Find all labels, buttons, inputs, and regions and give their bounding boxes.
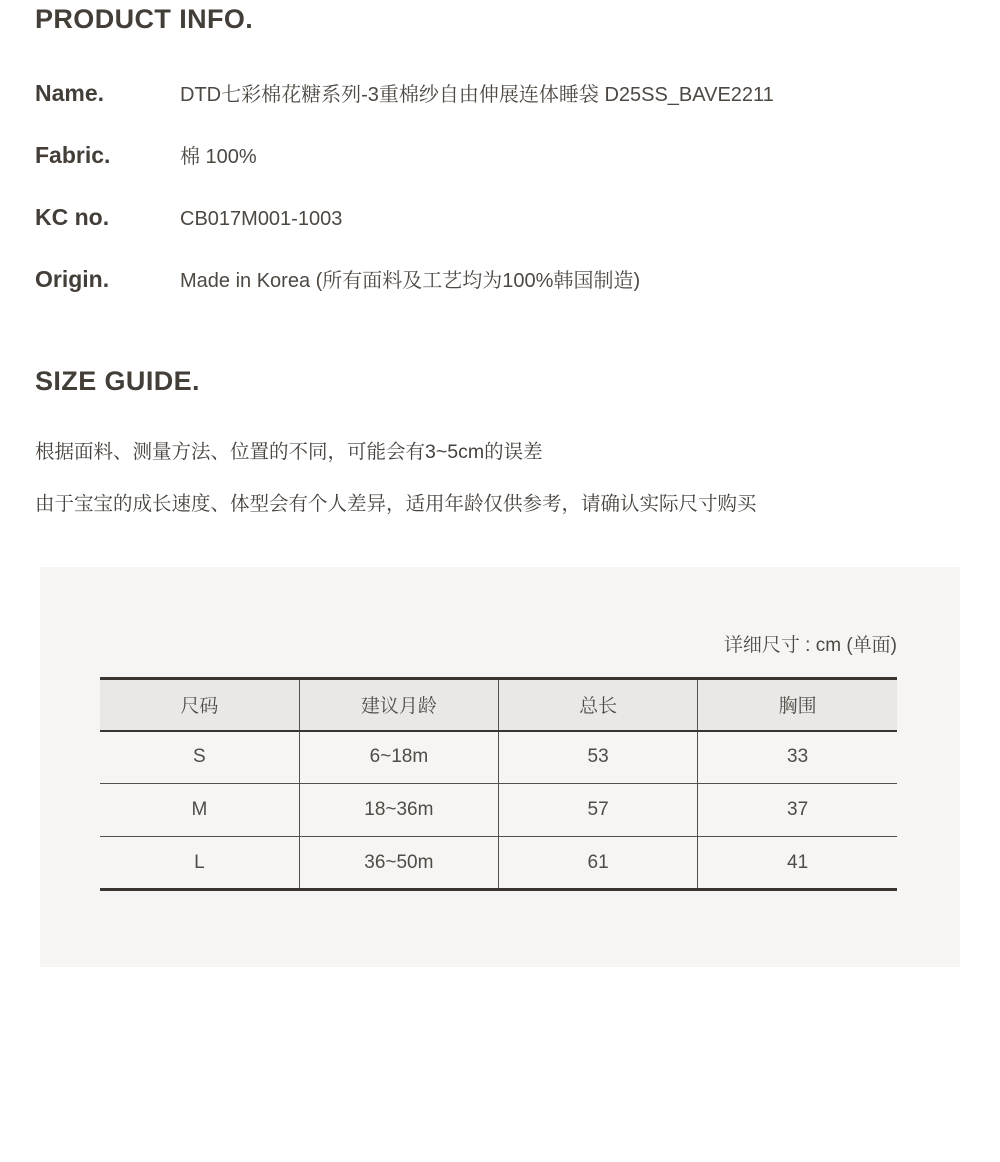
cell-length-m: 57 bbox=[499, 784, 698, 837]
col-header-size: 尺码 bbox=[100, 679, 299, 731]
field-label-name: Name. bbox=[35, 80, 105, 106]
product-info-title: PRODUCT INFO. bbox=[35, 4, 254, 34]
cell-age-l: 36~50m bbox=[299, 837, 498, 890]
table-row-l bbox=[100, 837, 897, 890]
table-row-s bbox=[100, 731, 897, 784]
size-table-panel bbox=[40, 567, 960, 967]
field-value-fabric: 棉 100% bbox=[180, 146, 257, 168]
size-table bbox=[100, 677, 897, 891]
col-header-age: 建议月龄 bbox=[299, 679, 498, 731]
field-value-name: DTD七彩棉花糖系列-3重棉纱自由伸展连体睡袋 D25SS_BAVE2211 bbox=[180, 84, 774, 106]
field-row-fabric bbox=[35, 142, 1000, 171]
cell-age-s: 6~18m bbox=[299, 731, 498, 784]
field-row-name bbox=[35, 80, 1000, 109]
size-guide-note-2: 由于宝宝的成长速度、体型会有个人差异，适用年龄仅供参考，请确认实际尺寸购买 bbox=[35, 493, 757, 515]
size-guide-note-1: 根据面料、测量方法、位置的不同，可能会有3~5cm的误差 bbox=[35, 441, 543, 463]
col-header-chest: 胸围 bbox=[698, 679, 897, 731]
cell-chest-s: 33 bbox=[698, 731, 897, 784]
size-table-header-row bbox=[100, 679, 897, 731]
col-header-length: 总长 bbox=[499, 679, 698, 731]
cell-length-s: 53 bbox=[499, 731, 698, 784]
cell-chest-m: 37 bbox=[698, 784, 897, 837]
product-info-section bbox=[0, 0, 1000, 295]
cell-length-l: 61 bbox=[499, 837, 698, 890]
field-row-origin bbox=[35, 266, 1000, 295]
size-guide-section bbox=[0, 366, 1000, 967]
cell-chest-l: 41 bbox=[698, 837, 897, 890]
cell-size-s: S bbox=[193, 746, 206, 768]
unit-note: 详细尺寸 : cm (单面) bbox=[723, 635, 897, 656]
field-label-fabric: Fabric. bbox=[35, 142, 111, 168]
field-label-origin: Origin. bbox=[35, 266, 110, 292]
cell-size-m: M bbox=[100, 784, 299, 837]
cell-age-m: 18~36m bbox=[299, 784, 498, 837]
field-value-kc-no: CB017M001-1003 bbox=[180, 208, 343, 230]
field-row-kc-no bbox=[35, 204, 1000, 233]
cell-size-l: L bbox=[100, 837, 299, 890]
table-row-m bbox=[100, 784, 897, 837]
field-value-origin: Made in Korea (所有面料及工艺均为100%韩国制造) bbox=[180, 270, 641, 292]
size-guide-title: SIZE GUIDE. bbox=[35, 366, 200, 396]
field-label-kc-no: KC no. bbox=[35, 204, 110, 230]
